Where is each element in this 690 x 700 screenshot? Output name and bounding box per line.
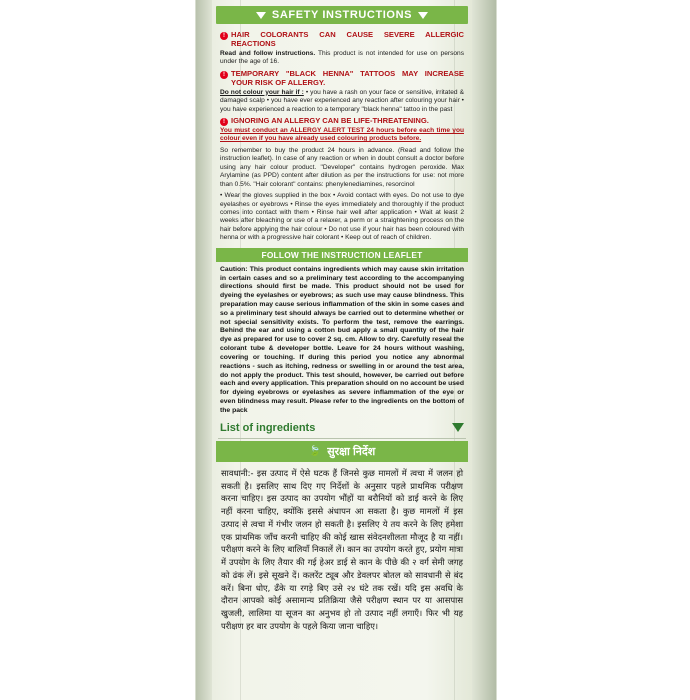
warning-heading-1-text: HAIR COLORANTS CAN CAUSE SEVERE ALLERGIC REACTIONS [231,30,464,48]
hindi-instructions-text: सावधानी:- इस उत्पाद में ऐसे घटक हैं जिनसे कुछ मामलों में त्वचा में जलन हो सकती है। इसलिए साथ दिए गए निर्देशों के अनुसार पहले प्राथमिक परीक्षण करना चाहिए। इस उत्पाद का उपयोग भौंहों या बरौनियों को डाई करने के लिए नहीं करना चाहिए, क्योंकि इससे अंधापन आ सकता है। कुछ मामलों में इस उत्पाद से त्वचा में गंभीर जलन हो सकती है। इसलिए ये तय करने के लिए हमेशा एक प्राथमिक जाँच करनी चाहिए की कोई खास संवेदनशीलता मौजूद है या नहीं। परीक्षण करने के लिए बालियाँ निकालें लें। कान का उपयोग करते हुए, प्रयोग मात्रा में उपयोग के लिए तैयार की गई हेअर डाई से कान के पीछे की २ वर्ग सेमी जगह को ढंक लें। इसे सूखने दें। कलरेंट ट्यूब और डेवलपर बोतल को सावधानी से बंद करें। बिना धोए, ढँके या रगड़े बिए उसे २४ घंटे तक रखें। यदि इस अवधि के दौरान आपको कोई असामान्य प्रतिक्रिया जैसे परीक्षण स्थान पर या आसपास खुजली, लालिमा या सूजन का अनुभव हो तो उत्पाद नहीं लगाएँ। फिर भी यह परीक्षण हर बार उपयोग के पहले किया जाना चाहिए। [221,467,463,631]
warning-body-1-bold: Read and follow instructions. [220,49,316,57]
hindi-safety-banner [216,441,468,462]
hindi-safety-title: सुरक्षा निर्देश [327,445,376,458]
package-left-edge [196,0,212,700]
warning-body-2-bold: Do not colour your hair if : [220,88,304,96]
warning-heading-1 [220,31,464,49]
follow-leaflet-banner: FOLLOW THE INSTRUCTION LEAFLET [216,248,468,262]
warning-heading-3-text: IGNORING AN ALLERGY CAN BE LIFE-THREATENING. [231,116,429,125]
caution-text: Caution: This product contains ingredients which may cause skin irritation in certain cases and so a preliminary test according to the accompanying directions should first be made. This product should not be used for dyeing the eyelashes or eyebrows; as such use may cause blindness. This preparation may cause serious inflammation of the skin in some cases and so a preliminary test should always be carried out to determine whether or not special sensitivity exists. To perform the test, remove the earrings. Behind the ear and using a cotton bud apply a small quantity of the hair dye as prepared for use to cover 2 sq. cm. Allow to dry. Carefully reseal the colorant tube & developer bottle. Leave for 24 hours without washing, covering or touching. If during this period you notice any abnormal reactions - such as itching, redness or swelling in or around the test area, do not apply the product. This test should, however, be carried out before each and every application. This preparation should on no account be used for dyeing eyebrows or eyelashes as severe inflammation of the eye or even blindness may result. Please refer to the ingredients on the bottom of the pack [220,265,464,414]
warning-heading-2-text: TEMPORARY "BLACK HENNA" TATTOOS MAY INCREASE YOUR RISK OF ALLERGY. [231,68,464,87]
bullet-list: • Wear the gloves supplied in the box • Avoid contact with eyes. Do not use to dye eyelashes or eyebrows • Rinse the eyes immediately and thoroughly if the product comes into contact with them • Rinse hair well after application • Wait at least 2 weeks after bleaching or use of a relaxer, a perm or a straightening process on the hair before applying the hair colour • Do not use if your hair has been coloured with henna or with a progressive hair colorant • Keep out of reach of children. [220,192,464,242]
warning-body-2-text: • you have a rash on your face or sensitive, irritated & damaged scalp • you have ever experienced any reaction after colouring your hair • you have experienced a reaction to a temporary "black henna" tattoo in the past [220,88,464,113]
warning-body-1-text: This product is not intended for use on persons under the age of 16. [220,49,464,66]
leaf-icon: 🍃 [308,445,322,457]
product-package-panel [196,0,496,700]
list-of-ingredients-bar [216,420,468,436]
exclamation-icon-2: ! [220,71,228,79]
safety-instructions-banner [216,6,468,24]
list-of-ingredients-label: List of ingredients [220,421,316,434]
exclamation-icon-1: ! [220,32,228,40]
exclamation-icon-3: ! [220,118,228,126]
warning-body-2 [220,89,464,114]
warning-heading-2 [220,70,464,88]
warning-heading-3 [220,117,464,126]
warning-body-1 [220,50,464,67]
main-paragraph: So remember to buy the product 24 hours in advance. (Read and follow the instruction leaflet). In case of any reaction or when in doubt consult a doctor before using any hair colour product. "Developer" contains hydrogen peroxide. Max Arylamine (as PPD) content after dilution as per the instructions for use: not more than 0.5%. "Hair colorant" contains: phenylenediamines, resorcinol [220,146,464,188]
down-arrow-icon-2 [418,12,428,19]
safety-instructions-title: SAFETY INSTRUCTIONS [271,9,413,21]
safety-body-text [212,24,472,243]
package-right-edge [472,0,496,700]
allergy-alert-test-text: You must conduct an ALLERGY ALERT TEST 24 hours before each time you colour even if you have already used colouring products before. [220,127,464,143]
divider [218,438,466,439]
down-arrow-icon-3 [452,423,464,432]
package-content [212,0,472,700]
down-arrow-icon [256,12,266,19]
